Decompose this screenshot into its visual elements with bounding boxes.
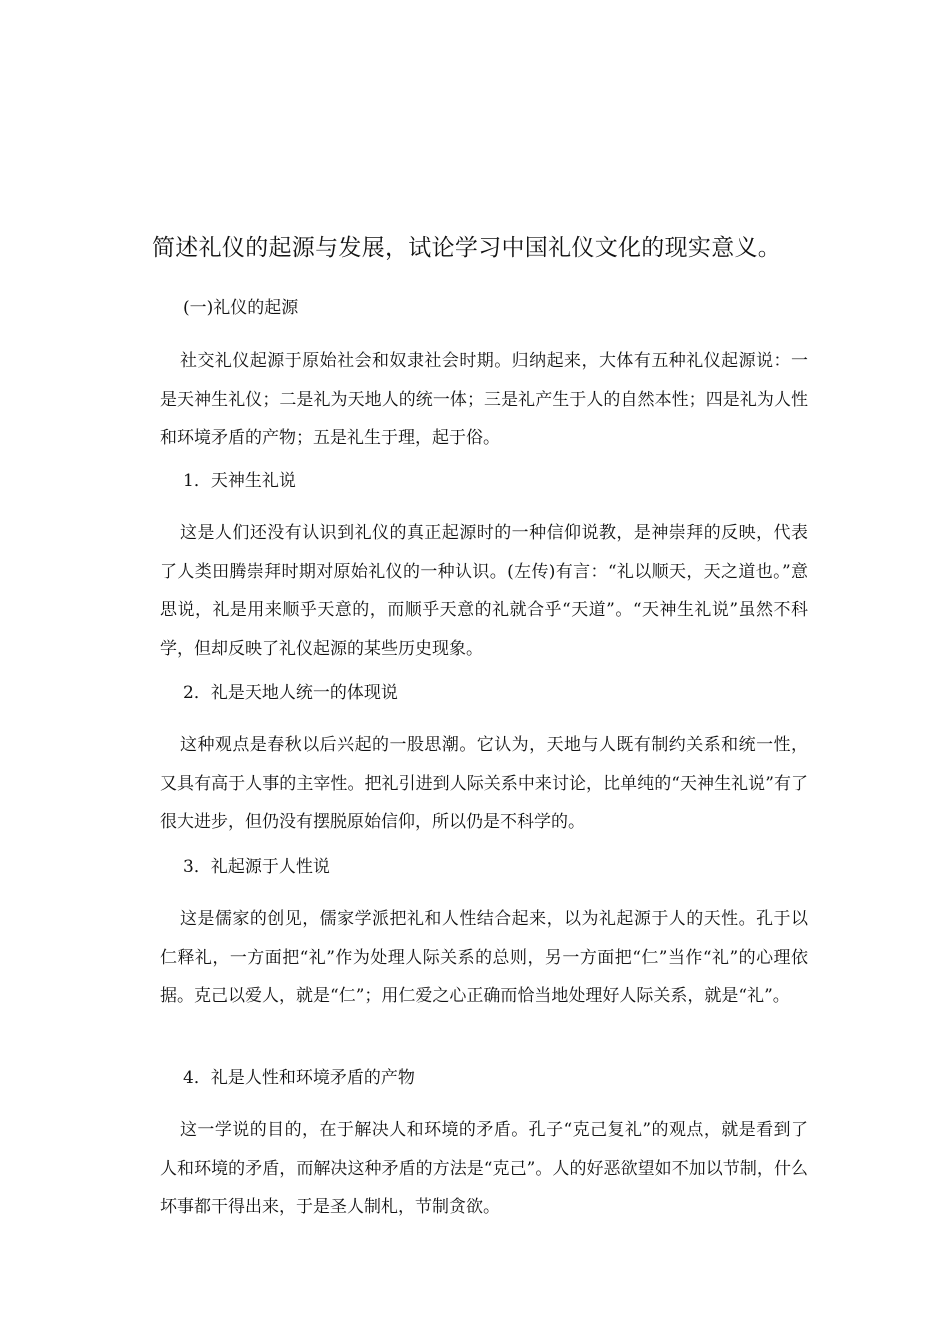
section-paragraph-origin: 社交礼仪起源于原始社会和奴隶社会时期。归纳起来，大体有五种礼仪起源说：一是天神生礼仪；二是礼为天地人的统一体；三是礼产生于人的自然本性；四是礼为人性和环境矛盾的产物；五是礼生于理，起于俗。 [160,351,808,448]
document-title: 简述礼仪的起源与发展，试论学习中国礼仪文化的现实意义。 [152,235,782,261]
section-paragraph-4: 这一学说的目的，在于解决人和环境的矛盾。孔子“克己复礼”的观点，就是看到了人和环境的矛盾，而解决这种矛盾的方法是“克己”。人的好恶欲望如不加以节制，什么坏事都干得出来，于是圣人制札，节制贪欲。 [160,1120,808,1217]
section-paragraph-2: 这种观点是春秋以后兴起的一股思潮。它认为，天地与人既有制约关系和统一性，又具有高于人事的主宰性。把礼引进到人际关系中来讨论，比单纯的“天神生礼说”有了很大进步，但仍没有摆脱原始信仰，所以仍是不科学的。 [160,735,808,832]
section-heading-1: 1．天神生礼说 [183,471,296,491]
section-heading-origin: (一)礼仪的起源 [183,298,299,318]
section-paragraph-1: 这是人们还没有认识到礼仪的真正起源时的一种信仰说教，是神崇拜的反映，代表了人类田腾崇拜时期对原始礼仪的一种认识。(左传)有言：“礼以顺天，天之道也。”意思说，礼是用来顺乎天意的，而顺乎天意的礼就合乎“天道”。“天神生礼说”虽然不科学，但却反映了礼仪起源的某些历史现象。 [160,523,808,659]
section-heading-2: 2．礼是天地人统一的体现说 [183,683,398,703]
section-paragraph-3: 这是儒家的创见，儒家学派把礼和人性结合起来，以为礼起源于人的天性。孔于以仁释礼，一方面把“礼”作为处理人际关系的总则，另一方面把“仁”当作“礼”的心理依据。克己以爱人，就是“仁”；用仁爱之心正确而恰当地处理好人际关系，就是“礼”。 [160,909,808,1006]
section-heading-4: 4．礼是人性和环境矛盾的产物 [183,1068,415,1088]
section-heading-3: 3．礼起源于人性说 [183,857,330,877]
